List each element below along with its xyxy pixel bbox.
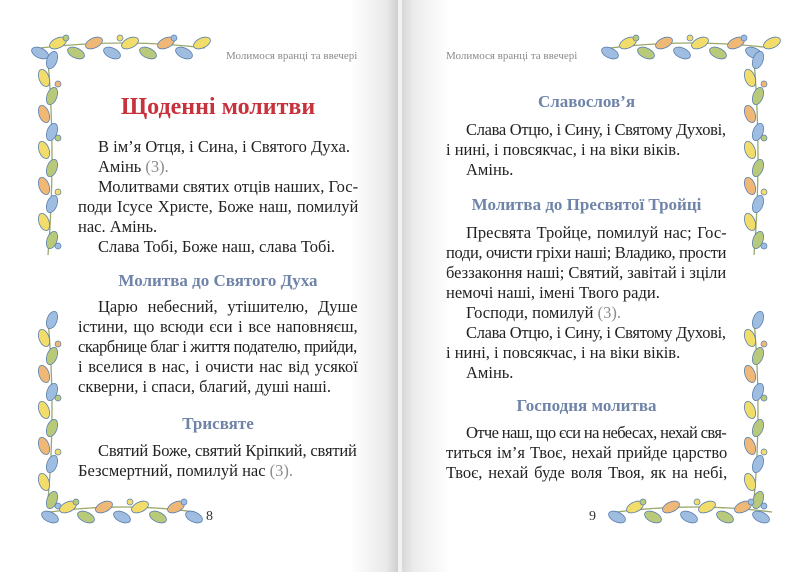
leaf-ornament xyxy=(742,364,758,384)
prayer-heading: Молитва до Пресвятої Тройці xyxy=(471,195,702,214)
line-text: поди, очисти гріхи наші; Владико, прости xyxy=(446,243,727,262)
line-text: Царю небесний, утішителю, Душе xyxy=(98,297,358,316)
line-text: Пресвята Тройце, помилуй нас; Гос- xyxy=(466,223,727,242)
line-text: Святий Боже, святий Кріпкий, святий xyxy=(98,441,357,460)
running-head: Молимося вранці та ввечері xyxy=(226,50,358,62)
bud-ornament xyxy=(761,449,767,455)
leaf-ornament xyxy=(36,140,52,160)
leaf-ornament xyxy=(750,158,766,178)
line-text: поди Ісусе Христе, Боже наш, помилуй xyxy=(78,197,359,216)
text-line xyxy=(466,363,513,383)
bud-ornament xyxy=(687,35,693,41)
line-text: Амінь. xyxy=(466,160,514,179)
line-text: Слава Отцю, і Сину, і Святому Духові, xyxy=(466,120,726,139)
leaf-ornament xyxy=(148,509,169,526)
leaf-ornament xyxy=(84,35,105,52)
leaf-ornament xyxy=(44,346,60,366)
bud-ornament xyxy=(55,341,61,347)
bud-ornament xyxy=(748,499,754,505)
bud-ornament xyxy=(63,35,69,41)
text-line xyxy=(446,443,727,463)
text-line xyxy=(98,441,357,461)
text-line xyxy=(98,137,350,157)
text-line xyxy=(78,217,157,237)
line-text: і нині, і повсякчас, і на віки віків. xyxy=(446,343,681,362)
leaf-ornament xyxy=(112,509,133,526)
text-line xyxy=(98,157,169,177)
leaf-ornament xyxy=(174,45,195,62)
bud-ornament xyxy=(55,243,61,249)
leaf-ornament xyxy=(36,176,52,196)
bud-ornament xyxy=(761,243,767,249)
leaf-ornament xyxy=(94,499,115,516)
prayer-heading: Молитва до Святого Духа xyxy=(118,271,318,290)
leaf-ornament xyxy=(742,176,758,196)
text-line xyxy=(78,197,358,217)
text-line xyxy=(78,357,358,377)
line-text: і вселися в нас, і очисти нас від усякої xyxy=(78,357,358,376)
text-line xyxy=(446,343,680,363)
bud-ornament xyxy=(761,135,767,141)
line-text: Твоє, нехай буде воля Твоя, як на небі, xyxy=(446,463,728,482)
bud-ornament xyxy=(761,189,767,195)
text-line xyxy=(78,377,331,397)
line-text: немочі наші, імені Твого ради. xyxy=(446,283,660,302)
line-text: Слава Отцю, і Сину, і Святому Духові, xyxy=(466,323,726,342)
text-line xyxy=(78,337,357,357)
text-line xyxy=(98,297,358,317)
leaf-ornament xyxy=(750,454,766,474)
bud-ornament xyxy=(73,499,79,505)
line-text: і нині, і повсякчас, і на віки віків. xyxy=(446,140,681,159)
bud-ornament xyxy=(55,81,61,87)
bud-ornament xyxy=(181,499,187,505)
text-line xyxy=(78,461,293,481)
text-line xyxy=(466,223,727,243)
bud-ornament xyxy=(741,35,747,41)
bud-ornament xyxy=(55,135,61,141)
leaf-ornament xyxy=(36,364,52,384)
leaf-ornament xyxy=(750,346,766,366)
page-number: 8 xyxy=(206,509,213,524)
leaf-ornament xyxy=(44,418,60,438)
line-text: Амінь. xyxy=(466,363,514,382)
leaf-ornament xyxy=(679,509,700,526)
line-text: Господи, помилуй xyxy=(466,303,598,322)
line-text: титься ім’я Твоє, нехай прийде царство xyxy=(446,443,728,462)
line-text: скверни, і спаси, благий, душі наші. xyxy=(78,377,331,396)
bud-ornament xyxy=(117,35,123,41)
leaf-ornament xyxy=(708,45,729,62)
bud-ornament xyxy=(640,499,646,505)
bud-ornament xyxy=(55,449,61,455)
leaf-ornament xyxy=(44,454,60,474)
prayer-heading: Господня молитва xyxy=(516,396,657,415)
line-text: Амінь xyxy=(98,157,146,176)
text-line xyxy=(446,140,680,160)
page-number: 9 xyxy=(589,509,596,524)
leaf-ornament xyxy=(750,194,766,214)
leaf-ornament xyxy=(66,45,87,62)
text-line xyxy=(446,243,726,263)
text-line xyxy=(466,303,621,323)
line-text: В ім’я Отця, і Сина, і Святого Духа. xyxy=(98,137,350,156)
text-line xyxy=(466,160,513,180)
line-text: скарбнице благ і життя подателю, прийди, xyxy=(78,337,357,356)
leaf-ornament xyxy=(36,104,52,124)
leaf-ornament xyxy=(76,509,97,526)
left-page xyxy=(0,0,398,572)
leaf-ornament xyxy=(750,418,766,438)
chapter-title: Щоденні молитви xyxy=(120,94,316,120)
line-text: нас. Амінь. xyxy=(78,217,158,236)
repeat-count-note: (3). xyxy=(145,157,169,176)
leaf-ornament xyxy=(643,509,664,526)
leaf-ornament xyxy=(742,436,758,456)
leaf-ornament xyxy=(742,400,758,420)
line-text: істини, що всюди єси і все наповняєш, xyxy=(78,317,358,336)
line-text: беззаконня наші; Святий, завітай і зціли xyxy=(446,263,727,282)
right-page xyxy=(402,0,800,572)
leaf-ornament xyxy=(750,86,766,106)
leaf-ornament xyxy=(750,310,766,330)
bud-ornament xyxy=(694,499,700,505)
text-line xyxy=(78,317,358,337)
text-line xyxy=(446,463,727,483)
text-line xyxy=(98,177,358,197)
bud-ornament xyxy=(55,189,61,195)
prayer-heading: Трисвяте xyxy=(182,414,254,433)
repeat-count-note: (3). xyxy=(597,303,622,322)
bud-ornament xyxy=(633,35,639,41)
text-line xyxy=(466,323,726,343)
leaf-ornament xyxy=(44,86,60,106)
leaf-ornament xyxy=(742,140,758,160)
running-head: Молимося вранці та ввечері xyxy=(446,50,578,62)
text-line xyxy=(446,283,660,303)
leaf-ornament xyxy=(672,45,693,62)
bud-ornament xyxy=(761,503,767,509)
leaf-ornament xyxy=(192,35,213,52)
line-text: Безсмертний, помилуй нас xyxy=(78,461,270,480)
text-line xyxy=(98,237,335,257)
bud-ornament xyxy=(171,35,177,41)
repeat-count-note: (3). xyxy=(269,461,294,480)
bud-ornament xyxy=(761,81,767,87)
line-text: Отче наш, що єси на небесах, нехай свя- xyxy=(466,423,727,442)
leaf-ornament xyxy=(661,499,682,516)
prayer-heading: Славослов’я xyxy=(537,92,636,111)
leaf-ornament xyxy=(715,509,736,526)
leaf-ornament xyxy=(138,45,159,62)
bud-ornament xyxy=(761,395,767,401)
leaf-ornament xyxy=(44,194,60,214)
leaf-ornament xyxy=(36,436,52,456)
leaf-ornament xyxy=(762,35,783,52)
leaf-ornament xyxy=(44,158,60,178)
text-line xyxy=(466,120,726,140)
line-text: Молитвами святих отців наших, Гос- xyxy=(98,177,359,196)
leaf-ornament xyxy=(742,104,758,124)
line-text: Слава Тобі, Боже наш, слава Тобі. xyxy=(98,237,336,256)
leaf-ornament xyxy=(636,45,657,62)
leaf-ornament xyxy=(44,310,60,330)
leaf-ornament xyxy=(102,45,123,62)
text-line xyxy=(466,423,726,443)
leaf-ornament xyxy=(654,35,675,52)
bud-ornament xyxy=(55,395,61,401)
bud-ornament xyxy=(127,499,133,505)
bud-ornament xyxy=(761,341,767,347)
leaf-ornament xyxy=(36,400,52,420)
text-line xyxy=(446,263,726,283)
